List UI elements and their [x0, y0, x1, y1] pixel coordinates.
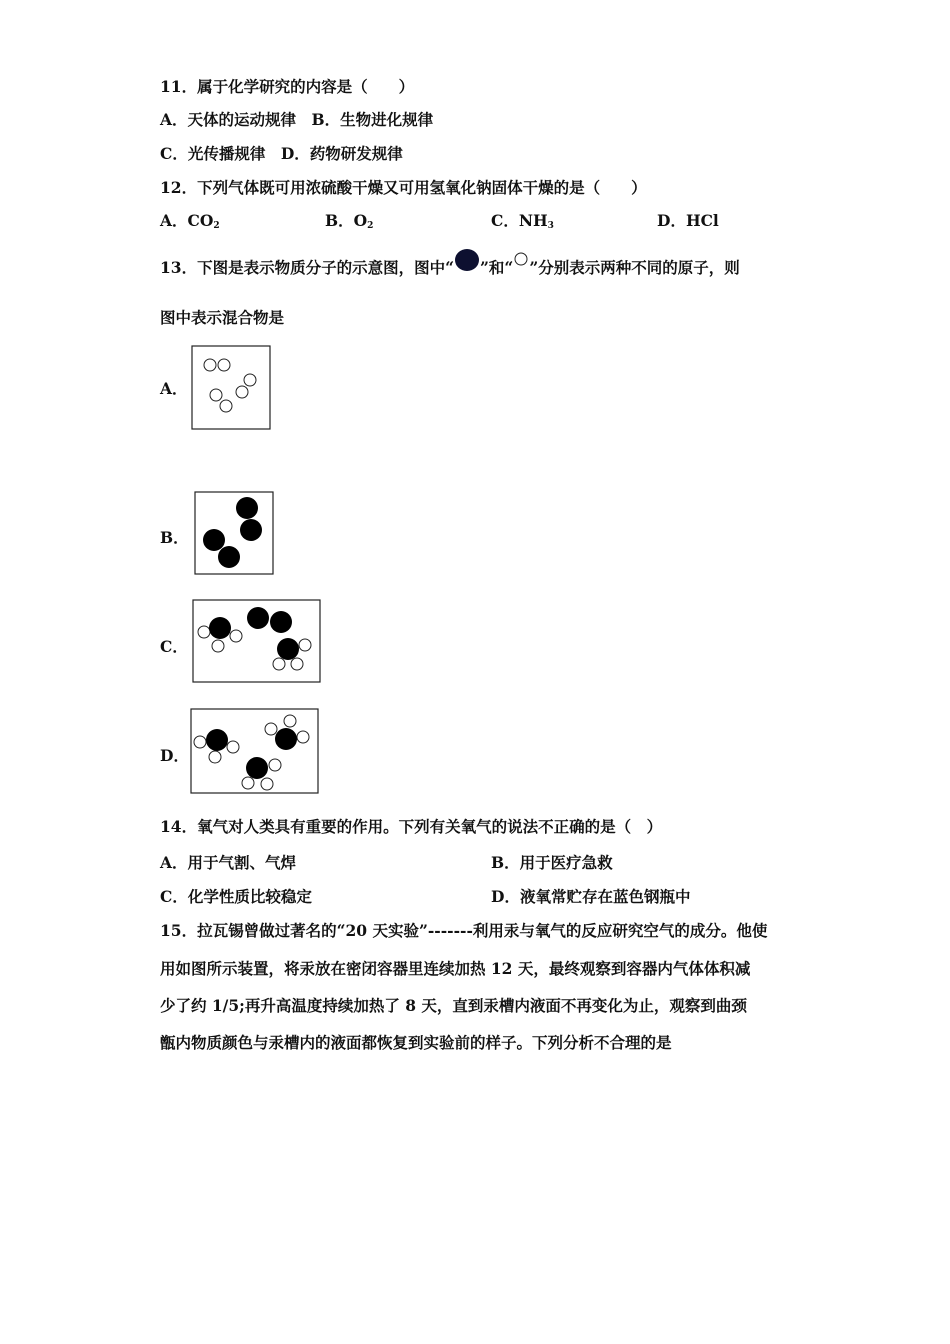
q11-options — [160, 110, 433, 130]
q12-option-b-text: B．O — [325, 211, 368, 230]
q14-option-a: A．用于气割、气焊 — [160, 853, 297, 872]
q15-line2: 用如图所示装置，将汞放在密闭容器里连续加热 12 天，最终观察到容器内气体体积减 — [160, 959, 751, 978]
white-atom-icon — [513, 251, 529, 275]
q14-stem: 14．氧气对人类具有重要的作用。下列有关氧气的说法不正确的是（ ） — [160, 817, 663, 836]
q13-option-d-label: D． — [160, 746, 189, 765]
q12-option-c-text: C．NH — [491, 211, 548, 230]
q12-stem: 12．下列气体既可用浓硫酸干燥又可用氢氧化钠固体干燥的是（ ） — [160, 178, 647, 197]
q11-option-a: A．天体的运动规律 — [160, 110, 297, 129]
q11-option-d: D．药物研发规律 — [280, 144, 403, 163]
q12-option-a — [160, 211, 220, 236]
q14-option-c: C．化学性质比较稳定 — [160, 887, 312, 906]
q11-option-c: C．光传播规律 — [160, 144, 266, 163]
q13-option-a-label: A． — [160, 379, 188, 398]
subscript: 2 — [367, 221, 374, 231]
q12-option-b — [325, 211, 373, 236]
q13-diagram-c — [191, 598, 323, 686]
q11-options-2 — [160, 144, 403, 164]
q13-diagram-b — [193, 490, 277, 578]
q13-diagram-d — [189, 707, 321, 797]
q15-line1: 15．拉瓦锡曾做过著名的“20 天实验”-------利用汞与氧气的反应研究空气的成分。他使 — [160, 921, 768, 940]
q12-option-d: D．HCl — [657, 211, 719, 230]
q12-option-c — [491, 211, 554, 236]
q13-stem-part1: 13．下图是表示物质分子的示意图，图中“ — [160, 258, 454, 277]
q13-stem-part2: ”和“ — [480, 258, 514, 277]
q14-option-b: B．用于医疗急救 — [491, 853, 613, 872]
q11-option-b: B．生物进化规律 — [311, 110, 434, 129]
q13-stem-part3: ”分别表示两种不同的原子，则 — [529, 258, 740, 277]
subscript: 2 — [213, 221, 220, 231]
black-atom-icon — [454, 247, 480, 277]
q13-stem-line2: 图中表示混合物是 — [160, 308, 285, 327]
q15-line3: 少了约 1/5;再升高温度持续加热了 8 天，直到汞槽内液面不再变化为止，观察到曲颈 — [160, 996, 747, 1015]
q13-option-b-label: B． — [160, 528, 189, 547]
q14-option-d: D．液氧常贮存在蓝色钢瓶中 — [491, 887, 691, 906]
q12-option-a-text: A．CO — [160, 211, 214, 230]
q15-line4: 甑内物质颜色与汞槽内的液面都恢复到实验前的样子。下列分析不合理的是 — [160, 1033, 672, 1052]
q13-stem — [160, 258, 740, 278]
q11-stem: 11．属于化学研究的内容是（ ） — [160, 77, 415, 96]
q13-diagram-a — [190, 344, 274, 432]
subscript: 3 — [547, 221, 554, 231]
q13-option-c-label: C． — [160, 637, 188, 656]
